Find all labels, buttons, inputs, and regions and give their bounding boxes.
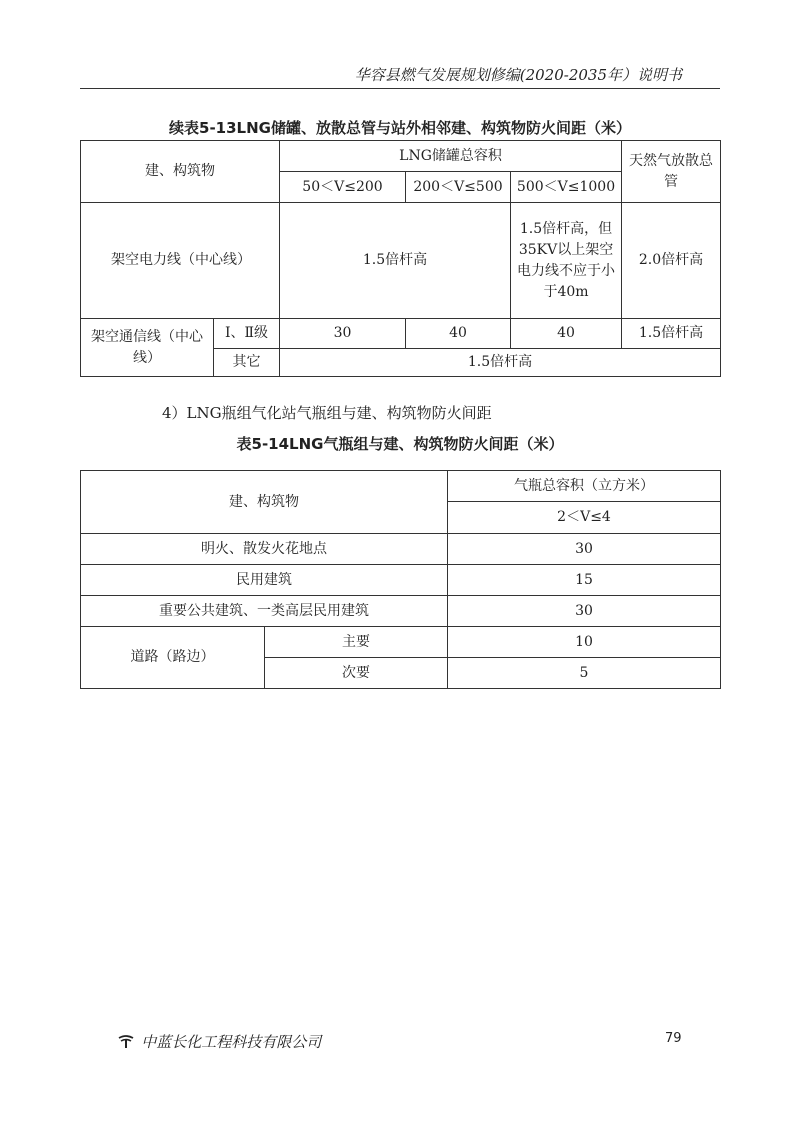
row-civil-building-value: 15 bbox=[448, 565, 721, 596]
header-range-1: 50＜V≤200 bbox=[280, 172, 406, 203]
row-road-label: 道路（路边） bbox=[81, 627, 265, 689]
footer-company bbox=[118, 1031, 321, 1052]
table1-caption: 续表5-13LNG储罐、放散总管与站外相邻建、构筑物防火间距（米） bbox=[169, 119, 631, 137]
footer-company-name: 中蓝长化工程科技有限公司 bbox=[141, 1033, 322, 1051]
row-road-minor-value: 5 bbox=[448, 658, 721, 689]
row-open-fire-label: 明火、散发火花地点 bbox=[81, 534, 448, 565]
header-building: 建、构筑物 bbox=[81, 471, 448, 534]
header-range-2: 200＜V≤500 bbox=[406, 172, 511, 203]
row-power-line-label: 架空电力线（中心线） bbox=[81, 203, 280, 319]
company-logo-icon bbox=[118, 1033, 139, 1051]
table2-caption: 表5-14LNG气瓶组与建、构筑物防火间距（米） bbox=[236, 435, 564, 453]
row-comm-line-value-3: 40 bbox=[511, 319, 622, 349]
row-comm-line-vent-value: 1.5倍杆高 bbox=[622, 319, 721, 349]
row-power-line-value: 1.5倍杆高 bbox=[280, 203, 511, 319]
row-open-fire-value: 30 bbox=[448, 534, 721, 565]
row-civil-building-label: 民用建筑 bbox=[81, 565, 448, 596]
row-comm-line-value-1: 30 bbox=[280, 319, 406, 349]
header-rule bbox=[80, 88, 720, 89]
row-public-building-value: 30 bbox=[448, 596, 721, 627]
row-road-main-value: 10 bbox=[448, 627, 721, 658]
header-volume-range: 2＜V≤4 bbox=[448, 502, 721, 534]
page-number: 79 bbox=[665, 1031, 682, 1046]
row-comm-line-other-value: 1.5倍杆高 bbox=[280, 349, 721, 377]
row-comm-line-value-2: 40 bbox=[406, 319, 511, 349]
fire-distance-table-lng-tank bbox=[80, 140, 721, 377]
row-comm-line-label: 架空通信线（中心线） bbox=[81, 319, 214, 377]
fire-distance-table-cylinder-group bbox=[80, 470, 721, 689]
row-power-line-vent-value: 2.0倍杆高 bbox=[622, 203, 721, 319]
header-building: 建、构筑物 bbox=[81, 141, 280, 203]
row-comm-line-grade-label: Ⅰ、Ⅱ级 bbox=[214, 319, 280, 349]
section-heading: 4）LNG瓶组气化站气瓶组与建、构筑物防火间距 bbox=[162, 404, 492, 422]
row-public-building-label: 重要公共建筑、一类高层民用建筑 bbox=[81, 596, 448, 627]
row-road-minor-label: 次要 bbox=[265, 658, 448, 689]
row-road-main-label: 主要 bbox=[265, 627, 448, 658]
header-range-3: 500＜V≤1000 bbox=[511, 172, 622, 203]
row-comm-line-other-label: 其它 bbox=[214, 349, 280, 377]
document-header-title: 华容县燃气发展规划修编(2020-2035年）说明书 bbox=[354, 66, 682, 84]
header-cylinder-volume: 气瓶总容积（立方米） bbox=[448, 471, 721, 502]
header-vent-pipe: 天然气放散总管 bbox=[622, 141, 721, 203]
header-tank-total-volume: LNG储罐总容积 bbox=[280, 141, 622, 172]
row-power-line-large-value: 1.5倍杆高，但35KV以上架空电力线不应于小于40m bbox=[511, 203, 622, 319]
